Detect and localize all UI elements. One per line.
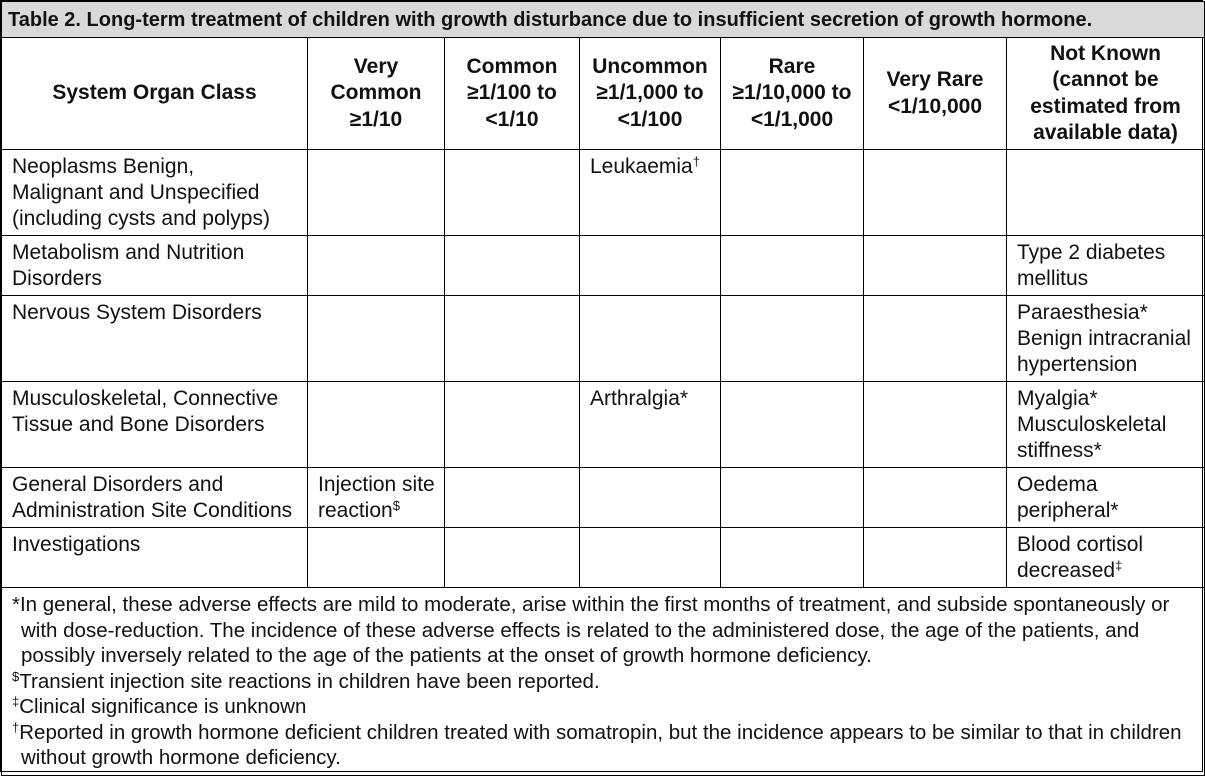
- cell-rare: [721, 468, 864, 528]
- cell-system-organ-class-line: Investigations: [12, 533, 141, 556]
- cell-very-common-line: reaction: [318, 499, 393, 522]
- cell-very-rare: [864, 150, 1007, 236]
- cell-very-common: [308, 236, 445, 296]
- cell-very-common: [308, 296, 445, 382]
- footnote-asterisk: *In general, these adverse effects are mild to moderate, arise within the first months of treatment, and subside spontaneously or with dose-reduction. The incidence of these adverse effects is related to the administered dose, the age of the patients, and possibly inversely related to the age of the patients at the onset of growth hormone deficiency.: [12, 593, 1170, 667]
- header-uncommon-line: ≥1/1,000 to: [596, 81, 704, 105]
- table-header-row: [2, 38, 1205, 150]
- cell-uncommon-line: Arthralgia*: [590, 387, 689, 410]
- cell-very-rare: [864, 236, 1007, 296]
- footnote-marker: †: [692, 154, 700, 169]
- cell-not-known: [1007, 468, 1205, 528]
- header-rare: [721, 38, 864, 150]
- cell-not-known-line: Paraesthesia*: [1017, 301, 1148, 324]
- cell-system-organ-class-line: Neoplasms Benign,: [12, 155, 195, 178]
- cell-very-rare: [864, 468, 1007, 528]
- header-uncommon-line: Uncommon: [592, 54, 708, 78]
- header-not-known-line: estimated from: [1030, 94, 1181, 118]
- header-common: [445, 38, 580, 150]
- cell-system-organ-class-line: Musculoskeletal, Connective: [12, 387, 279, 410]
- cell-very-common: [308, 528, 445, 588]
- adverse-effects-table: [1, 1, 1205, 776]
- cell-rare: [721, 236, 864, 296]
- header-not-known: [1007, 38, 1205, 150]
- cell-system-organ-class-line: (including cysts and polyps): [12, 207, 270, 230]
- cell-not-known-line: decreased: [1017, 559, 1116, 582]
- footnote-double-dagger-mark: ‡: [12, 694, 20, 709]
- cell-not-known: [1007, 382, 1205, 468]
- cell-very-rare: [864, 528, 1007, 588]
- cell-common: [445, 236, 580, 296]
- cell-not-known-line: Type 2 diabetes: [1017, 241, 1166, 264]
- cell-system-organ-class-line: Malignant and Unspecified: [12, 181, 260, 204]
- header-very-common-line: ≥1/10: [349, 107, 403, 131]
- footnote-marker: $: [392, 498, 400, 513]
- cell-very-rare: [864, 296, 1007, 382]
- footnote-double-dagger-text: Clinical significance is unknown: [19, 695, 307, 718]
- cell-rare: [721, 382, 864, 468]
- cell-uncommon: [580, 296, 721, 382]
- header-very-rare-line: <1/10,000: [887, 94, 982, 118]
- cell-system-organ-class-line: General Disorders and: [12, 473, 224, 496]
- header-not-known-line: (cannot be: [1052, 68, 1159, 91]
- cell-common: [445, 468, 580, 528]
- header-uncommon-line: <1/100: [617, 107, 683, 131]
- footnote-dollar: [12, 669, 1194, 695]
- cell-system-organ-class-line: Nervous System Disorders: [12, 301, 262, 324]
- header-very-common: [308, 38, 445, 150]
- cell-very-common: [308, 382, 445, 468]
- cell-system-organ-class: [2, 468, 308, 528]
- cell-common: [445, 528, 580, 588]
- table-row: [2, 468, 1205, 528]
- footnotes: [2, 588, 1205, 776]
- cell-system-organ-class-line: Disorders: [12, 267, 102, 290]
- footnote-dagger-mark: †: [12, 719, 20, 735]
- cell-very-common: [308, 468, 445, 528]
- table-title-row: [2, 2, 1205, 38]
- cell-not-known: [1007, 528, 1205, 588]
- cell-common: [445, 150, 580, 236]
- footnote-double-dagger: [12, 694, 1194, 720]
- footnote-dagger-text: Reported in growth hormone deficient children treated with somatropin, but the incidence appears to be similar to that in children without growth hormone deficiency.: [19, 720, 1182, 769]
- header-rare-line: ≥1/10,000 to: [732, 81, 852, 105]
- cell-not-known-line: mellitus: [1017, 267, 1089, 290]
- cell-not-known-line: Oedema: [1017, 473, 1098, 496]
- cell-uncommon: [580, 150, 721, 236]
- footnote-dollar-mark: $: [12, 668, 20, 684]
- header-system-organ-class-line: System Organ Class: [52, 81, 257, 105]
- cell-rare: [721, 296, 864, 382]
- cell-system-organ-class: [2, 150, 308, 236]
- header-rare-line: <1/1,000: [750, 107, 834, 131]
- cell-system-organ-class-line: Tissue and Bone Disorders: [12, 413, 265, 436]
- cell-not-known-line: Blood cortisol: [1017, 533, 1144, 556]
- cell-uncommon: [580, 236, 721, 296]
- cell-system-organ-class: [2, 296, 308, 382]
- cell-not-known: [1007, 296, 1205, 382]
- cell-rare: [721, 528, 864, 588]
- table-title: Table 2. Long-term treatment of children with growth disturbance due to insufficient secretion of growth hormone.: [2, 2, 1205, 38]
- header-very-common-line: Common: [330, 81, 422, 105]
- cell-not-known-line: Myalgia*: [1017, 387, 1098, 410]
- cell-system-organ-class: [2, 382, 308, 468]
- cell-not-known: [1007, 150, 1205, 236]
- cell-common: [445, 382, 580, 468]
- header-not-known-line: available data): [1033, 121, 1178, 144]
- footnote-marker: ‡: [1115, 558, 1123, 573]
- cell-not-known-line: peripheral*: [1017, 499, 1119, 522]
- table-row: [2, 296, 1205, 382]
- cell-uncommon-line: Leukaemia: [590, 155, 693, 178]
- footnote-dagger: [12, 720, 1194, 771]
- header-very-rare: [864, 38, 1007, 150]
- footnotes-row: [2, 588, 1205, 776]
- cell-system-organ-class-line: Metabolism and Nutrition: [12, 241, 245, 264]
- cell-system-organ-class-line: Administration Site Conditions: [12, 499, 293, 522]
- footnote-dollar-text: Transient injection site reactions in children have been reported.: [19, 669, 600, 693]
- cell-not-known-line: Musculoskeletal: [1017, 413, 1167, 436]
- cell-very-common-line: Injection site: [318, 473, 435, 496]
- header-rare-line: Rare: [768, 54, 816, 78]
- header-common-line: <1/10: [485, 107, 539, 131]
- table-row: [2, 150, 1205, 236]
- cell-uncommon: [580, 468, 721, 528]
- cell-not-known-line: hypertension: [1017, 353, 1138, 376]
- cell-common: [445, 296, 580, 382]
- cell-system-organ-class: [2, 528, 308, 588]
- cell-not-known-line: Benign intracranial: [1017, 327, 1191, 350]
- header-common-line: Common: [466, 54, 558, 78]
- cell-very-rare: [864, 382, 1007, 468]
- cell-very-common: [308, 150, 445, 236]
- header-uncommon: [580, 38, 721, 150]
- header-common-line: ≥1/100 to: [467, 81, 557, 105]
- cell-not-known: [1007, 236, 1205, 296]
- header-not-known-line: Not Known: [1050, 41, 1161, 65]
- header-system-organ-class: [2, 38, 308, 150]
- table-row: [2, 382, 1205, 468]
- cell-not-known-line: stiffness*: [1017, 439, 1102, 462]
- cell-uncommon: [580, 382, 721, 468]
- table-row: [2, 528, 1205, 588]
- table-row: [2, 236, 1205, 296]
- header-very-common-line: Very: [353, 54, 399, 78]
- cell-system-organ-class: [2, 236, 308, 296]
- header-very-rare-line: Very Rare: [886, 68, 984, 91]
- cell-rare: [721, 150, 864, 236]
- cell-uncommon: [580, 528, 721, 588]
